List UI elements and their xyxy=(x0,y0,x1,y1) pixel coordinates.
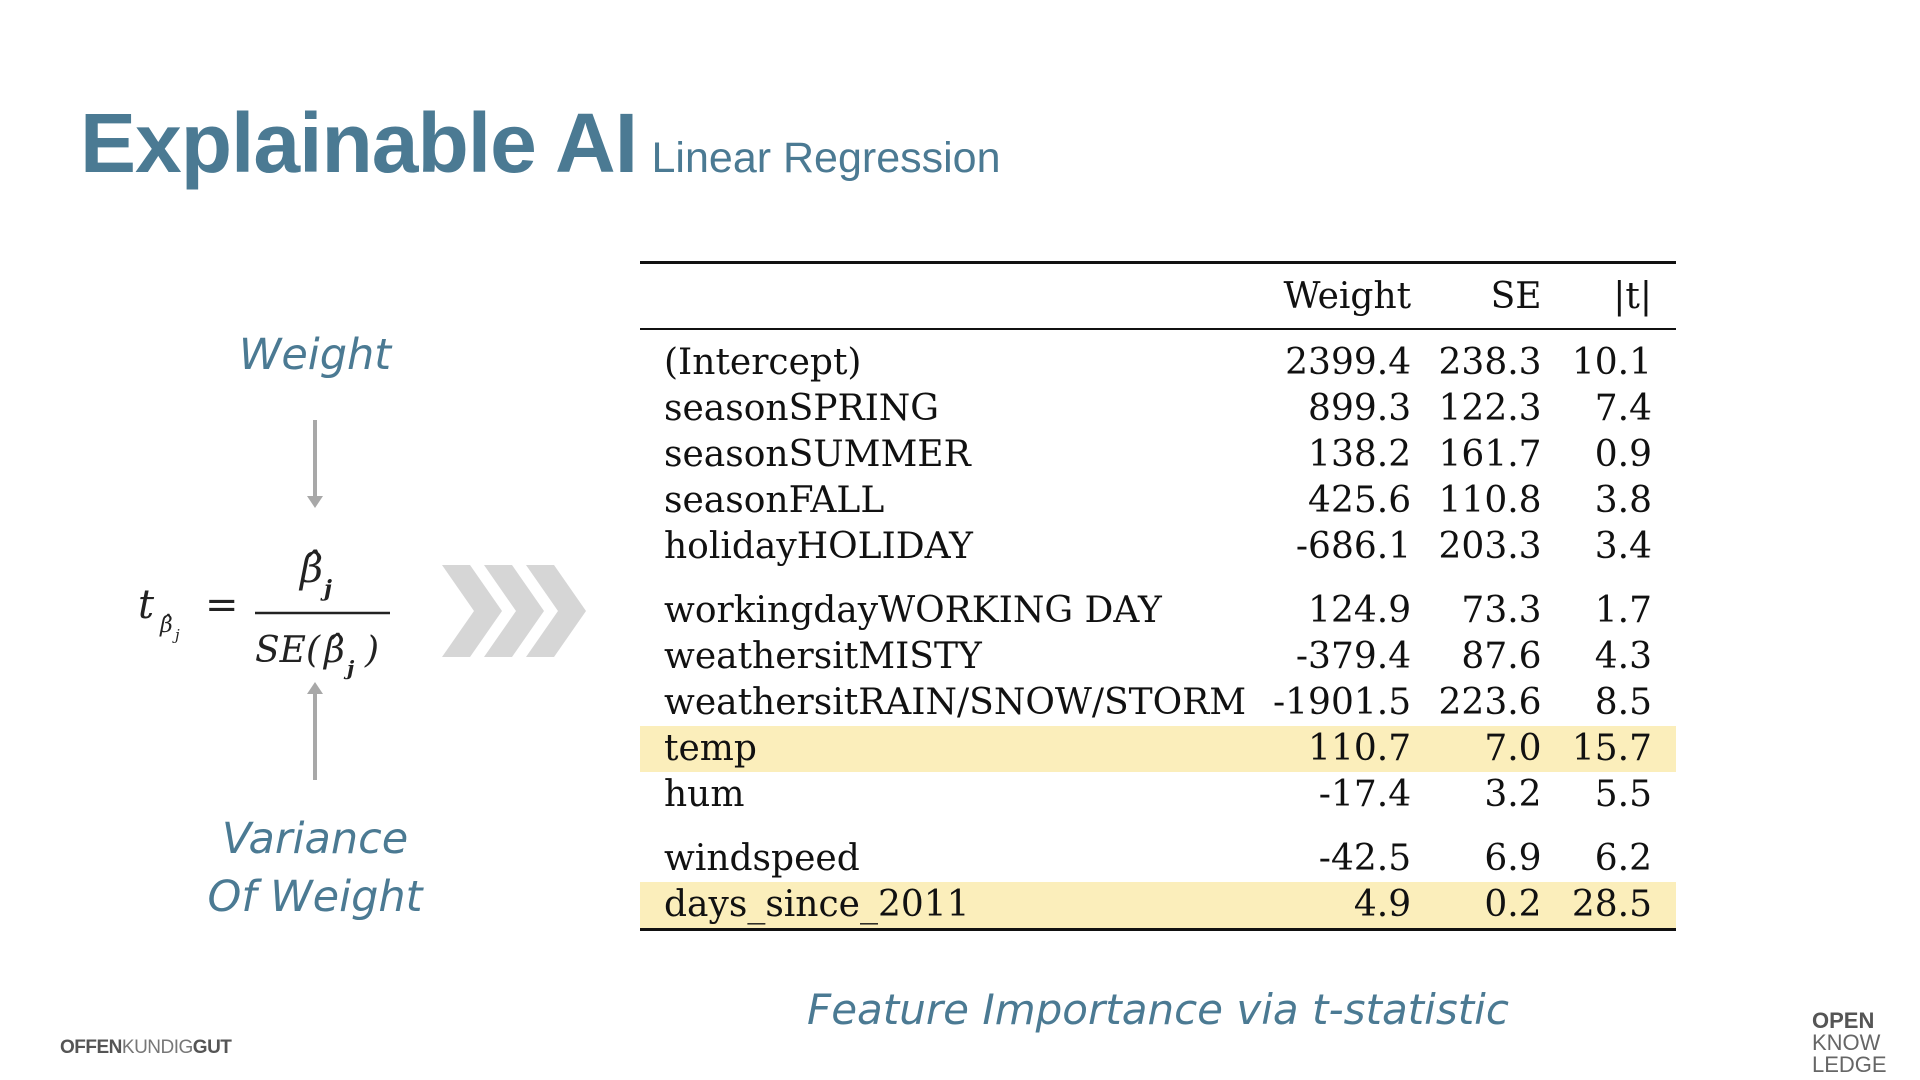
formula-t-symbol: t xyxy=(138,582,155,628)
se-value: 7.0 xyxy=(1435,726,1565,772)
table-row xyxy=(640,680,1676,726)
weight-label: Weight xyxy=(238,330,392,380)
table-row xyxy=(640,570,1676,634)
table-row-highlighted xyxy=(640,882,1676,930)
table-row-highlighted xyxy=(640,726,1676,772)
se-value: 122.3 xyxy=(1438,388,1542,429)
table-caption: Feature Importance via t-statistic xyxy=(807,985,1509,1034)
feature-name: hum xyxy=(664,774,745,815)
table-row xyxy=(640,524,1676,570)
logo-text-part1: OFFEN xyxy=(60,1037,122,1058)
se-value: 203.3 xyxy=(1438,526,1542,567)
header-se: SE xyxy=(1435,263,1565,330)
se-value: 3.2 xyxy=(1484,774,1542,815)
se-value: 87.6 xyxy=(1461,636,1542,677)
se-value: 6.9 xyxy=(1484,838,1542,879)
t-value: 4.3 xyxy=(1594,636,1652,677)
formula-denominator-suffix: ) xyxy=(365,630,380,671)
se-value: 0.2 xyxy=(1435,882,1565,930)
formula-denominator-subscript: j xyxy=(347,656,355,680)
formula-t-subscript: β̂ xyxy=(160,613,173,638)
t-value: 0.9 xyxy=(1594,434,1652,475)
t-value: 6.2 xyxy=(1594,838,1652,879)
logo-line-know: KNOW xyxy=(1812,1030,1881,1055)
weight-value: -1901.5 xyxy=(1272,682,1412,723)
variance-label-line2: Of Weight xyxy=(207,872,423,922)
feature-name: windspeed xyxy=(664,838,860,879)
weight-value: 425.6 xyxy=(1308,480,1412,521)
feature-name: seasonSUMMER xyxy=(664,434,971,475)
logo-text-part2: KUNDIG xyxy=(121,1037,193,1058)
weight-value: 2399.4 xyxy=(1285,342,1412,383)
up-arrow-shaft xyxy=(313,690,317,780)
table-row xyxy=(640,772,1676,818)
feature-name: holidayHOLIDAY xyxy=(664,526,973,567)
chevron-right-icon xyxy=(440,563,590,663)
se-value: 161.7 xyxy=(1438,434,1542,475)
feature-name: temp xyxy=(640,726,1272,772)
feature-name: weathersitRAIN/SNOW/STORM xyxy=(664,682,1247,723)
weight-value: 4.9 xyxy=(1272,882,1435,930)
weight-value: -686.1 xyxy=(1295,526,1412,567)
logo-text-part3: GUT xyxy=(192,1037,232,1058)
feature-name: days_since_2011 xyxy=(640,882,1272,930)
t-value: 7.4 xyxy=(1594,388,1652,429)
table-row xyxy=(640,386,1676,432)
t-statistic-formula xyxy=(130,540,420,690)
table-row xyxy=(640,478,1676,524)
weight-value: -17.4 xyxy=(1318,774,1412,815)
openknowledge-logo xyxy=(1812,1010,1887,1076)
arrow-down-icon xyxy=(307,496,323,508)
down-arrow-shaft xyxy=(313,420,317,504)
se-value: 110.8 xyxy=(1438,480,1542,521)
title-subtitle: Linear Regression xyxy=(651,134,1001,182)
formula-equals: = xyxy=(205,582,239,628)
variance-label xyxy=(180,810,450,926)
formula-numerator-beta: β̂ xyxy=(300,546,324,592)
title-main: Explainable AI xyxy=(80,96,638,190)
regression-table-container xyxy=(640,261,1676,931)
t-value: 3.8 xyxy=(1594,480,1652,521)
formula-denominator-beta: β̂ xyxy=(324,630,345,671)
page-title xyxy=(80,95,1001,192)
t-value: 1.7 xyxy=(1594,590,1652,631)
weight-value: 124.9 xyxy=(1308,590,1412,631)
t-value: 28.5 xyxy=(1566,882,1676,930)
se-value: 223.6 xyxy=(1438,682,1542,723)
regression-table xyxy=(640,261,1676,931)
t-value: 3.4 xyxy=(1594,526,1652,567)
table-row xyxy=(640,818,1676,882)
header-t: |t| xyxy=(1566,263,1676,330)
logo-line-open: OPEN xyxy=(1812,1008,1875,1033)
weight-value: 138.2 xyxy=(1308,434,1412,475)
se-value: 238.3 xyxy=(1438,342,1542,383)
formula-denominator-prefix: SE( xyxy=(255,630,320,671)
header-weight: Weight xyxy=(1272,263,1435,330)
offenkundiggut-logo xyxy=(60,1037,231,1059)
weight-value: -42.5 xyxy=(1318,838,1412,879)
weight-value: 110.7 xyxy=(1272,726,1435,772)
formula-t-subsubscript: j xyxy=(175,626,180,644)
weight-value: 899.3 xyxy=(1308,388,1412,429)
feature-name: seasonSPRING xyxy=(664,388,940,429)
header-feature xyxy=(640,263,1272,330)
table-header-row xyxy=(640,263,1676,330)
table-row xyxy=(640,329,1676,386)
feature-name: seasonFALL xyxy=(664,480,885,521)
variance-label-line1: Variance xyxy=(221,814,409,864)
t-value: 5.5 xyxy=(1594,774,1652,815)
table-row xyxy=(640,432,1676,478)
feature-name: weathersitMISTY xyxy=(664,636,982,677)
formula-numerator-subscript: j xyxy=(324,576,332,602)
feature-name: (Intercept) xyxy=(664,342,862,383)
t-value: 15.7 xyxy=(1566,726,1676,772)
t-value: 10.1 xyxy=(1571,342,1652,383)
table-row xyxy=(640,634,1676,680)
se-value: 73.3 xyxy=(1461,590,1542,631)
t-value: 8.5 xyxy=(1594,682,1652,723)
weight-value: -379.4 xyxy=(1295,636,1412,677)
feature-name: workingdayWORKING DAY xyxy=(664,590,1162,631)
logo-line-ledge: LEDGE xyxy=(1812,1052,1887,1077)
